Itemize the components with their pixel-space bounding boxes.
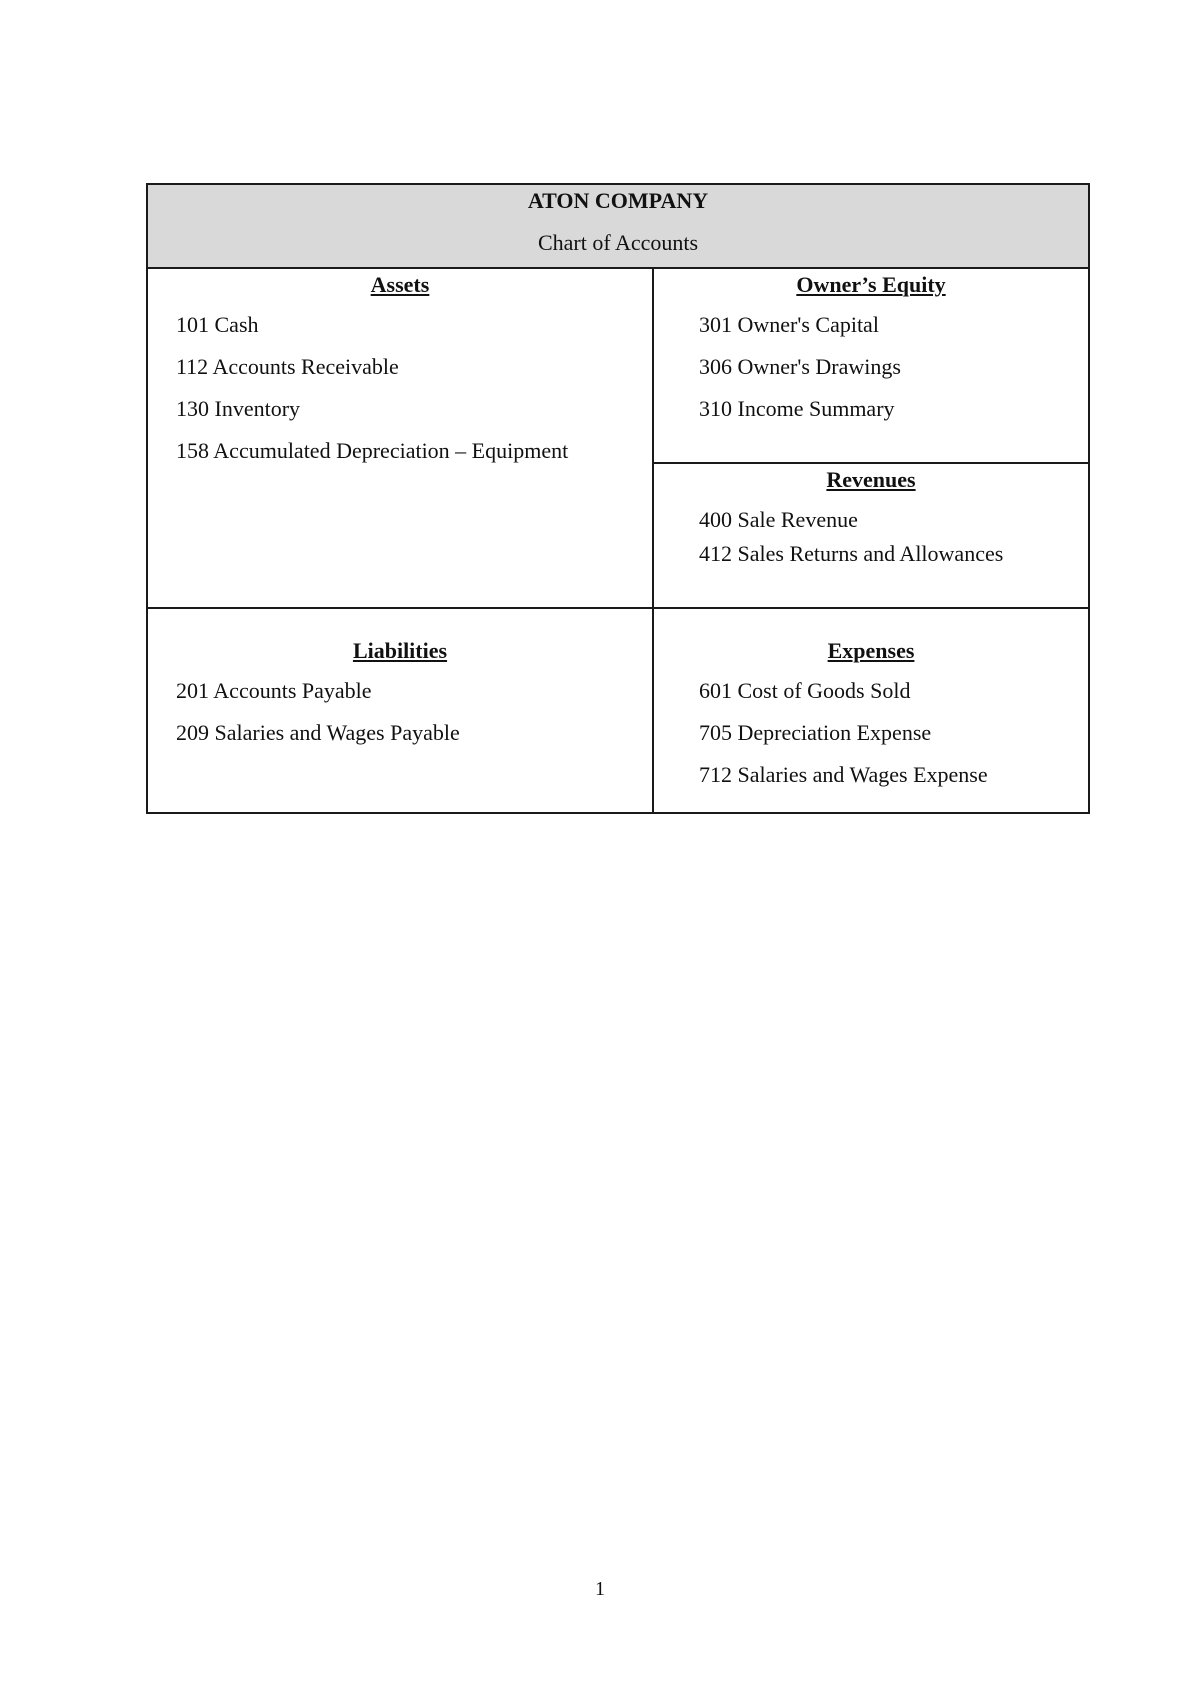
table-header — [147, 184, 1089, 268]
liabilities-section — [147, 608, 653, 813]
account-item: 400 Sale Revenue — [699, 507, 858, 532]
chart-of-accounts-table — [146, 183, 1090, 814]
revenues-heading: Revenues — [826, 467, 916, 492]
account-item: 201 Accounts Payable — [176, 678, 372, 703]
account-item: 209 Salaries and Wages Payable — [176, 720, 460, 745]
revenues-section — [653, 463, 1089, 608]
account-item: 306 Owner's Drawings — [699, 354, 901, 379]
owners-equity-section — [653, 268, 1089, 463]
account-item: 310 Income Summary — [699, 396, 895, 421]
liabilities-account-list — [148, 677, 652, 747]
assets-section — [147, 268, 653, 608]
revenues-account-list — [654, 506, 1088, 568]
expenses-heading: Expenses — [827, 638, 915, 663]
page-number: 1 — [595, 1578, 605, 1600]
owners-equity-heading: Owner’s Equity — [796, 272, 946, 297]
expenses-account-list — [654, 677, 1088, 789]
company-name: ATON COMPANY — [527, 188, 709, 213]
document-title: Chart of Accounts — [537, 230, 699, 255]
account-item: 101 Cash — [176, 312, 259, 337]
account-item: 601 Cost of Goods Sold — [699, 678, 911, 703]
account-item: 158 Accumulated Depreciation – Equipment — [176, 438, 569, 463]
account-item: 301 Owner's Capital — [699, 312, 879, 337]
account-item: 130 Inventory — [176, 396, 301, 421]
assets-account-list — [148, 311, 652, 465]
account-item: 712 Salaries and Wages Expense — [699, 762, 988, 787]
owners-equity-account-list — [654, 311, 1088, 423]
account-item: 705 Depreciation Expense — [699, 720, 932, 745]
account-item: 112 Accounts Receivable — [176, 354, 399, 379]
liabilities-heading: Liabilities — [352, 638, 448, 663]
expenses-section — [653, 608, 1089, 813]
account-item: 412 Sales Returns and Allowances — [699, 541, 1004, 566]
assets-heading: Assets — [370, 272, 430, 297]
